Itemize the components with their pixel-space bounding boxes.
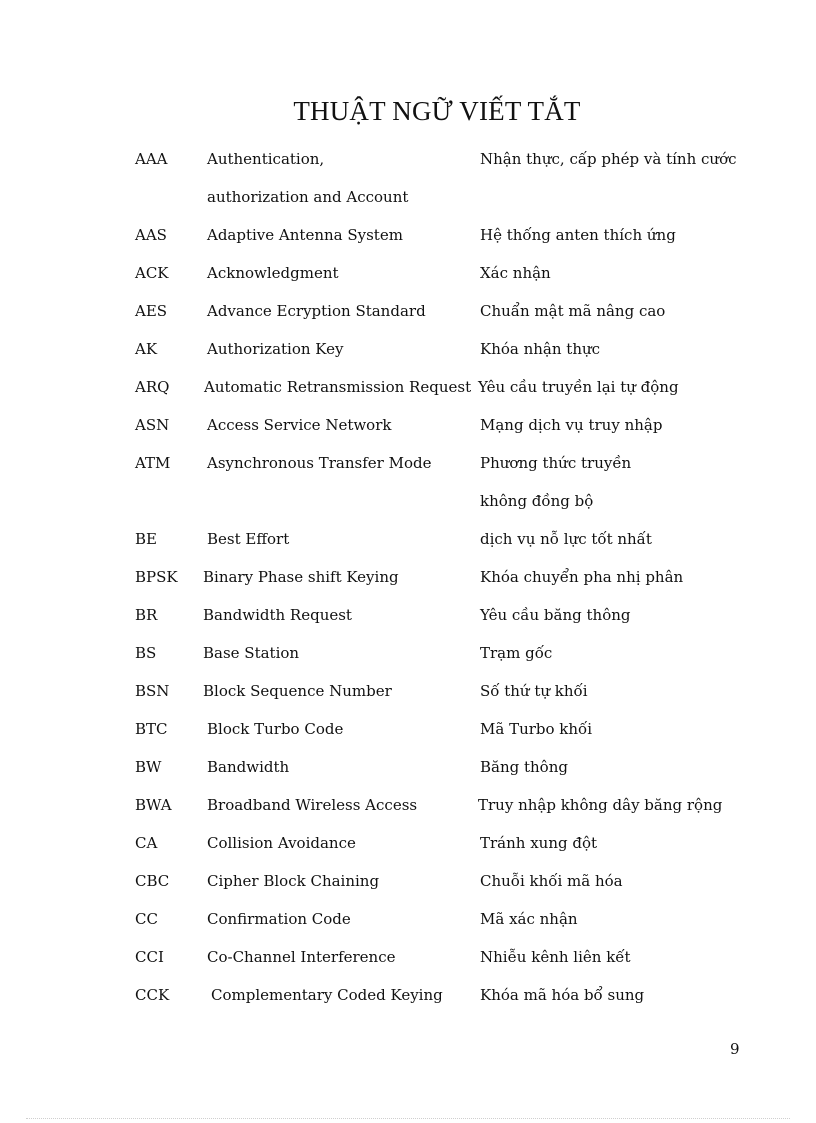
abbreviation: CCI (135, 948, 164, 966)
list-item (135, 711, 735, 749)
list-item (135, 635, 735, 673)
vietnamese-meaning: Băng thông (480, 758, 568, 776)
english-term: Binary Phase shift Keying (203, 568, 399, 586)
english-term: Authentication, (207, 150, 325, 168)
vietnamese-meaning: Xác nhận (480, 264, 551, 282)
vietnamese-meaning: Mã xác nhận (480, 910, 578, 928)
list-item (135, 445, 735, 483)
abbreviation: BPSK (135, 568, 178, 586)
vietnamese-meaning: Tránh xung đột (480, 834, 598, 852)
page-title: THUẬT NGỮ VIẾT TẮT (293, 96, 581, 126)
list-item (135, 521, 735, 559)
english-term: Acknowledgment (207, 264, 339, 282)
abbreviation: CA (135, 834, 158, 852)
english-term: Bandwidth (207, 758, 290, 776)
vietnamese-meaning: Khóa nhận thực (480, 340, 601, 358)
vietnamese-meaning: Nhận thực, cấp phép và tính cước (480, 150, 737, 168)
english-term: Advance Ecryption Standard (207, 302, 426, 320)
list-item (135, 749, 735, 787)
english-term: Adaptive Antenna System (207, 226, 403, 244)
list-item (135, 787, 735, 825)
page-number: 9 (730, 1040, 740, 1058)
list-item (135, 939, 735, 977)
list-item (135, 559, 735, 597)
list-item (135, 863, 735, 901)
vietnamese-meaning: Trạm gốc (480, 644, 553, 662)
abbreviation: BE (135, 530, 157, 548)
list-item (135, 331, 735, 369)
list-item (135, 293, 735, 331)
vietnamese-meaning: Hệ thống anten thích ứng (480, 226, 676, 244)
list-item (135, 255, 735, 293)
abbreviation: AAA (135, 150, 168, 168)
vietnamese-meaning: Truy nhập không dây băng rộng (478, 796, 723, 814)
list-item (135, 179, 735, 217)
abbreviation: CBC (135, 872, 170, 890)
english-term: Collision Avoidance (207, 834, 356, 852)
vietnamese-meaning: Phương thức truyền (480, 454, 632, 472)
english-term: Automatic Retransmission Request (204, 378, 472, 396)
vietnamese-meaning: không đồng bộ (480, 492, 594, 510)
abbreviation: ATM (135, 454, 171, 472)
english-term: Base Station (203, 644, 300, 662)
english-term: Bandwidth Request (203, 606, 352, 624)
abbreviation: BTC (135, 720, 168, 738)
vietnamese-meaning: Yêu cầu truyền lại tự động (478, 378, 679, 396)
abbreviation: BW (135, 758, 162, 776)
vietnamese-meaning: Khóa chuyển pha nhị phân (480, 568, 684, 586)
abbreviation: ASN (135, 416, 170, 434)
english-term: authorization and Account (207, 188, 409, 206)
vietnamese-meaning: Nhiễu kênh liên kết (480, 948, 631, 966)
english-term: Access Service Network (207, 416, 392, 434)
glossary-list (135, 141, 735, 1015)
abbreviation: AK (135, 340, 158, 358)
footer-divider (26, 1118, 790, 1119)
list-item (135, 141, 735, 179)
english-term: Block Sequence Number (203, 682, 392, 700)
vietnamese-meaning: Mã Turbo khối (480, 720, 593, 738)
english-term: Authorization Key (207, 340, 344, 358)
english-term: Co-Channel Interference (207, 948, 396, 966)
abbreviation: BR (135, 606, 158, 624)
english-term: Block Turbo Code (207, 720, 344, 738)
list-item (135, 825, 735, 863)
abbreviation: AAS (135, 226, 167, 244)
list-item (135, 407, 735, 445)
vietnamese-meaning: Yêu cầu băng thông (480, 606, 631, 624)
abbreviation: CCK (135, 986, 170, 1004)
abbreviation: BSN (135, 682, 170, 700)
abbreviation: CC (135, 910, 158, 928)
list-item (135, 673, 735, 711)
abbreviation: BWA (135, 796, 172, 814)
vietnamese-meaning: Mạng dịch vụ truy nhập (480, 416, 663, 434)
list-item (135, 483, 735, 521)
list-item (135, 977, 735, 1015)
english-term: Cipher Block Chaining (207, 872, 380, 890)
english-term: Best Effort (207, 530, 290, 548)
list-item (135, 369, 735, 407)
abbreviation: AES (135, 302, 168, 320)
vietnamese-meaning: Số thứ tự khối (480, 682, 588, 700)
vietnamese-meaning: dịch vụ nỗ lực tốt nhất (480, 530, 652, 548)
list-item (135, 901, 735, 939)
vietnamese-meaning: Khóa mã hóa bổ sung (480, 986, 645, 1004)
abbreviation: ACK (135, 264, 169, 282)
list-item (135, 597, 735, 635)
english-term: Complementary Coded Keying (211, 986, 443, 1004)
english-term: Broadband Wireless Access (207, 796, 418, 814)
english-term: Confirmation Code (207, 910, 351, 928)
vietnamese-meaning: Chuẩn mật mã nâng cao (480, 302, 666, 320)
list-item (135, 217, 735, 255)
abbreviation: ARQ (135, 378, 170, 396)
english-term: Asynchronous Transfer Mode (207, 454, 432, 472)
vietnamese-meaning: Chuỗi khối mã hóa (480, 872, 623, 890)
abbreviation: BS (135, 644, 157, 662)
